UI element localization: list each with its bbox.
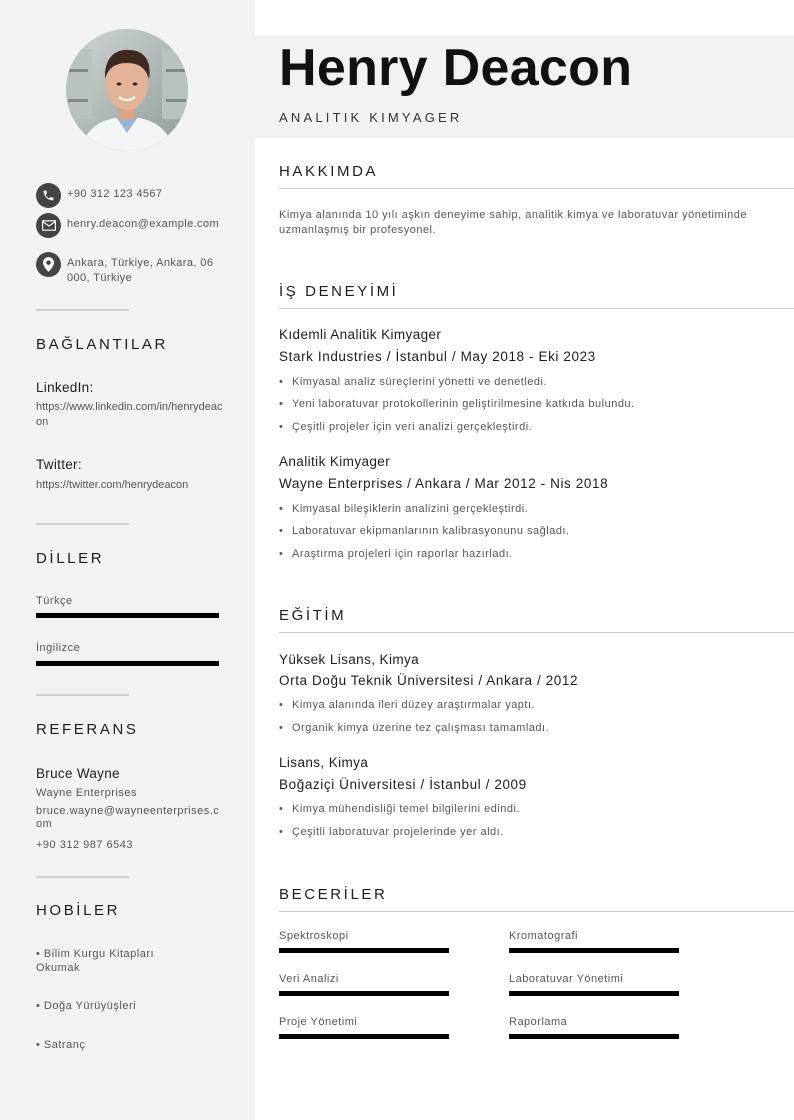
job-bullet: • Kimyasal bileşiklerin analizini gerçekleştirdi. (279, 503, 529, 515)
hobby-item: • Bilim Kurgu Kitapları Okumak (36, 948, 155, 974)
job-company: Wayne Enterprises / Ankara / Mar 2012 - Nis 2018 (279, 476, 609, 491)
reference-name: Bruce Wayne (36, 766, 120, 781)
hobby-item: • Doğa Yürüyüşleri (36, 1000, 137, 1012)
skill-level-bar (279, 948, 449, 953)
languages-heading: DİLLER (36, 550, 105, 567)
section-rule (279, 911, 794, 912)
about-text: Kimya alanında 10 yılı aşkın deneyime sahip, analitik kimya ve laboratuvar yönetiminde uzmanlaşmış bir profesyonel. (279, 209, 747, 236)
skill-name: Kromatografi (509, 930, 578, 942)
job-bullet: • Laboratuvar ekipmanlarının kalibrasyonunu sağladı. (279, 525, 570, 537)
skill-name: Veri Analizi (279, 973, 339, 985)
reference-company: Wayne Enterprises (36, 787, 138, 799)
reference-email[interactable]: bruce.wayne@wayneenterprises.com (36, 805, 220, 830)
language-name: Türkçe (36, 595, 73, 607)
reference-heading: REFERANS (36, 721, 139, 738)
skill-level-bar (279, 1034, 449, 1039)
job-company: Stark Industries / İstanbul / May 2018 - Eki 2023 (279, 349, 596, 364)
hobby-item: • Satranç (36, 1039, 86, 1051)
language-level-bar (36, 613, 219, 618)
avatar (66, 29, 188, 151)
contact-phone (36, 183, 226, 208)
language-name: İngilizce (36, 642, 81, 654)
job-bullet: • Kimyasal analiz süreçlerini yönetti ve denetledi. (279, 376, 548, 388)
person-role: ANALITIK KIMYAGER (279, 110, 463, 125)
section-rule (279, 188, 794, 189)
contact-email (36, 213, 226, 238)
sidebar (0, 0, 255, 1120)
education-bullet: • Çeşitli laboratuvar projelerinde yer aldı. (279, 826, 504, 838)
section-rule (279, 308, 794, 309)
education-degree: Lisans, Kimya (279, 755, 369, 770)
email-text[interactable]: henry.deacon@example.com (67, 218, 220, 230)
divider (36, 309, 129, 311)
skill-name: Raporlama (509, 1016, 568, 1028)
skill-level-bar (509, 948, 679, 953)
hobbies-heading: HOBİLER (36, 902, 121, 919)
education-school: Boğaziçi Üniversitesi / İstanbul / 2009 (279, 777, 527, 792)
skill-level-bar (509, 1034, 679, 1039)
job-bullet: • Araştırma projeleri için raporlar hazırladı. (279, 548, 513, 560)
reference-phone: +90 312 987 6543 (36, 839, 134, 851)
education-degree: Yüksek Lisans, Kimya (279, 652, 420, 667)
linkedin-url[interactable]: https://www.linkedin.com/in/henrydeacon (36, 401, 223, 428)
phone-text: +90 312 123 4567 (67, 188, 163, 200)
language-level-bar (36, 661, 219, 666)
envelope-icon (36, 213, 61, 238)
divider (36, 523, 129, 525)
person-name: Henry Deacon (279, 39, 633, 97)
skill-name: Laboratuvar Yönetimi (509, 973, 624, 985)
job-title: Analitik Kimyager (279, 454, 391, 469)
education-heading: EĞİTİM (279, 607, 347, 624)
map-pin-icon (36, 252, 61, 277)
section-rule (279, 632, 794, 633)
job-bullet: • Yeni laboratuvar protokollerinin geliştirilmesine katkıda bulundu. (279, 398, 635, 410)
twitter-url[interactable]: https://twitter.com/henrydeacon (36, 479, 189, 491)
contact-address (36, 252, 226, 286)
skill-level-bar (509, 991, 679, 996)
skill-level-bar (279, 991, 449, 996)
main-content (255, 0, 794, 1120)
education-bullet: • Kimya alanında ileri düzey araştırmalar yaptı. (279, 699, 536, 711)
education-bullet: • Organik kimya üzerine tez çalışması tamamladı. (279, 722, 550, 734)
linkedin-label: LinkedIn: (36, 380, 94, 395)
education-school: Orta Doğu Teknik Üniversitesi / Ankara / 2012 (279, 673, 579, 688)
about-heading: HAKKIMDA (279, 163, 379, 180)
skills-heading: BECERİLER (279, 886, 388, 903)
phone-icon (36, 183, 61, 208)
divider (36, 694, 129, 696)
skill-name: Spektroskopi (279, 930, 349, 942)
skill-name: Proje Yönetimi (279, 1016, 358, 1028)
twitter-label: Twitter: (36, 457, 82, 472)
address-text: Ankara, Türkiye, Ankara, 06000, Türkiye (67, 257, 214, 284)
divider (36, 876, 129, 878)
links-heading: BAĞLANTILAR (36, 336, 168, 353)
education-bullet: • Kimya mühendisliği temel bilgilerini edindi. (279, 803, 521, 815)
job-bullet: • Çeşitli projeler için veri analizi gerçekleştirdi. (279, 421, 533, 433)
job-title: Kıdemli Analitik Kimyager (279, 327, 442, 342)
experience-heading: İŞ DENEYİMİ (279, 283, 399, 300)
